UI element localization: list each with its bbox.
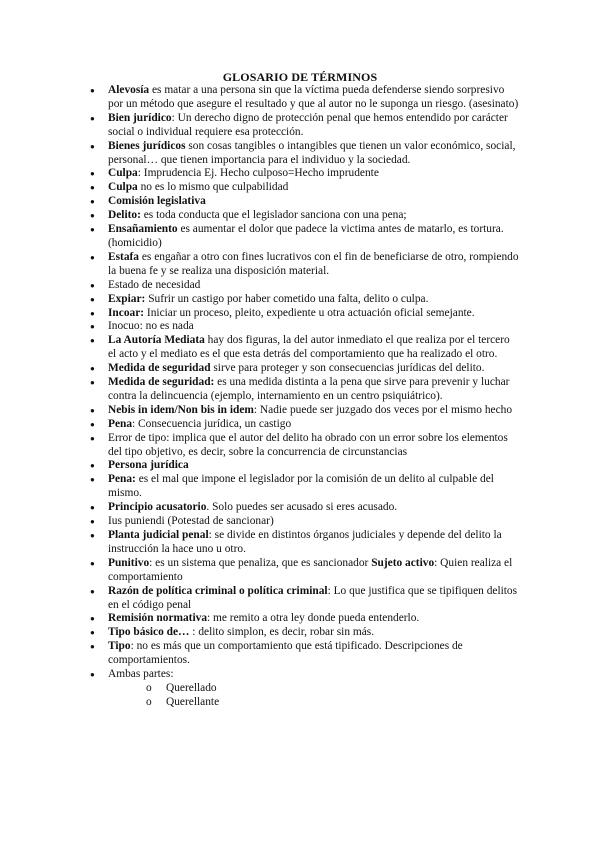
term: Principio acusatorio xyxy=(108,501,207,514)
term: Estafa xyxy=(108,250,140,263)
list-item xyxy=(90,501,520,515)
list-item xyxy=(90,640,520,668)
list-item xyxy=(90,459,520,473)
list-item xyxy=(90,209,520,223)
term: Punitivo xyxy=(108,556,150,569)
term: Pena: xyxy=(108,473,136,486)
list-item xyxy=(90,585,520,613)
definition: Error de tipo: implica que el autor del delito ha obrado con un error sobre los elementos del tipo objetivo, es decir, sobre la concurrencia de circunstancias xyxy=(108,431,508,458)
definition: Estado de necesidad xyxy=(108,278,201,291)
definition: Sufrir un castigo por haber cometido una falta, delito o culpa. xyxy=(145,292,429,305)
list-item xyxy=(90,251,520,279)
list-item xyxy=(90,279,520,293)
list-item xyxy=(90,557,520,585)
term: Remisión normativa xyxy=(108,612,208,625)
definition: : Imprudencia Ej. Hecho culposo=Hecho imprudente xyxy=(137,167,379,180)
definition: : se divide en distintos órganos judiciales y depende del delito la instrucción la hace uno u otro. xyxy=(108,529,502,555)
sub-item-label: Querellante xyxy=(166,695,220,708)
list-item xyxy=(90,334,520,362)
list-item xyxy=(90,84,520,112)
definition: : Quien realiza el comportamiento xyxy=(108,556,513,583)
term: Nebis in idem/Non bis in idem xyxy=(108,403,254,416)
sub-list xyxy=(108,682,520,710)
definition: es matar a una persona sin que la víctima pueda defenderse siendo sorpresivo por un método que asegure el resultado y que al autor no le suponga un riesgo. (asesinato) xyxy=(108,84,519,110)
list-item xyxy=(90,167,520,181)
list-item xyxy=(90,473,520,501)
list-item xyxy=(90,529,520,557)
term: Tipo básico de… xyxy=(108,626,190,639)
definition: hay dos figuras, la del autor inmediato el que realiza por el tercero el acto y el mediato es el que esta detrás del comportamiento que ha realizado el otro. xyxy=(108,334,510,361)
list-item xyxy=(90,307,520,321)
term: Persona jurídica xyxy=(108,459,189,472)
list-item xyxy=(90,293,520,307)
sub-bullet: o xyxy=(146,695,152,708)
term: Planta judicial penal xyxy=(108,529,209,541)
term: Medida de seguridad xyxy=(108,362,211,375)
list-item xyxy=(90,112,520,140)
list-item xyxy=(90,320,520,334)
definition: : Consecuencia jurídica, un castigo xyxy=(132,417,292,430)
term: Culpa xyxy=(108,167,138,180)
list-item xyxy=(90,362,520,376)
definition: : delito simplon, es decir, robar sin más. xyxy=(189,626,375,639)
list-item xyxy=(90,404,520,418)
term: La Autoría Mediata xyxy=(108,334,205,347)
sub-list-item xyxy=(108,696,520,710)
definition: es toda conducta que el legislador sanciona con una pena; xyxy=(140,209,407,222)
term: Tipo xyxy=(108,640,131,653)
term: Expiar: xyxy=(108,292,146,305)
term: Pena xyxy=(108,417,133,430)
list-item xyxy=(90,181,520,195)
term: Sujeto activo xyxy=(371,556,435,569)
definition: : no es más que un comportamiento que está tipificado. Descripciones de comportamientos. xyxy=(108,640,463,667)
definition: sirve para proteger y son consecuencias jurídicas del delito. xyxy=(210,362,485,375)
sub-list-item xyxy=(108,682,520,696)
definition: es el mal que impone el legislador por la comisión de un delito al culpable del mismo. xyxy=(108,473,494,500)
definition: : Nadie puede ser juzgado dos veces por el mismo hecho xyxy=(253,403,513,416)
list-item xyxy=(90,626,520,640)
term: Comisión legislativa xyxy=(108,195,206,208)
term: Razón de política criminal o política criminal xyxy=(108,584,328,597)
sub-bullet: o xyxy=(146,681,152,694)
page-title: GLOSARIO DE TÉRMINOS xyxy=(222,70,378,84)
definition: Ambas partes: xyxy=(108,668,174,681)
definition: no es lo mismo que culpabilidad xyxy=(137,181,289,194)
term: Delito: xyxy=(108,209,141,222)
glossary-list xyxy=(90,84,520,710)
list-item xyxy=(90,195,520,209)
definition: Iniciar un proceso, pleito, expediente u otra actuación oficial semejante. xyxy=(144,306,475,319)
definition: : Lo que justifica que se tipifiquen delitos en el código penal xyxy=(108,584,518,611)
term: Alevosía xyxy=(108,84,150,96)
list-item xyxy=(90,223,520,251)
term: Ensañamiento xyxy=(108,223,178,236)
term: Medida de seguridad: xyxy=(108,376,215,389)
definition: . Solo puedes ser acusado si eres acusado. xyxy=(206,501,398,514)
list-item xyxy=(90,432,520,460)
list-item xyxy=(90,668,520,710)
definition: es engañar a otro con fines lucrativos con el fin de beneficiarse de otro, rompiendo la buena fe y se realiza una disposición material. xyxy=(108,250,519,277)
definition: son cosas tangibles o intangibles que tienen un valor económico, social, personal… que tienen importancia para el individuo y la sociedad. xyxy=(108,139,516,166)
term: Bienes jurídicos xyxy=(108,139,186,152)
definition: es aumentar el dolor que padece la victima antes de matarlo, es tortura. (homicidio) xyxy=(108,223,504,249)
list-item xyxy=(90,515,520,529)
definition: : me remito a otra ley donde pueda entenderlo. xyxy=(207,612,420,625)
list-item xyxy=(90,140,520,168)
list-item xyxy=(90,418,520,432)
definition: es una medida distinta a la pena que sirve para prevenir y luchar contra la delincuencia (ejemplo, internamiento en un centro psiquiátrico). xyxy=(108,376,510,402)
definition: : es un sistema que penaliza, que es sancionador xyxy=(149,556,372,569)
term: Bien jurídico xyxy=(108,111,172,124)
definition: Ius puniendi (Potestad de sancionar) xyxy=(108,515,274,528)
definition: Inocuo: no es nada xyxy=(108,320,194,333)
list-item xyxy=(90,376,520,404)
sub-item-label: Querellado xyxy=(166,681,217,694)
list-item xyxy=(90,612,520,626)
term: Culpa xyxy=(108,181,138,194)
definition: : Un derecho digno de protección penal que hemos entendido por carácter social o individual requiere esa protección. xyxy=(108,111,508,138)
term: Incoar: xyxy=(108,306,145,319)
